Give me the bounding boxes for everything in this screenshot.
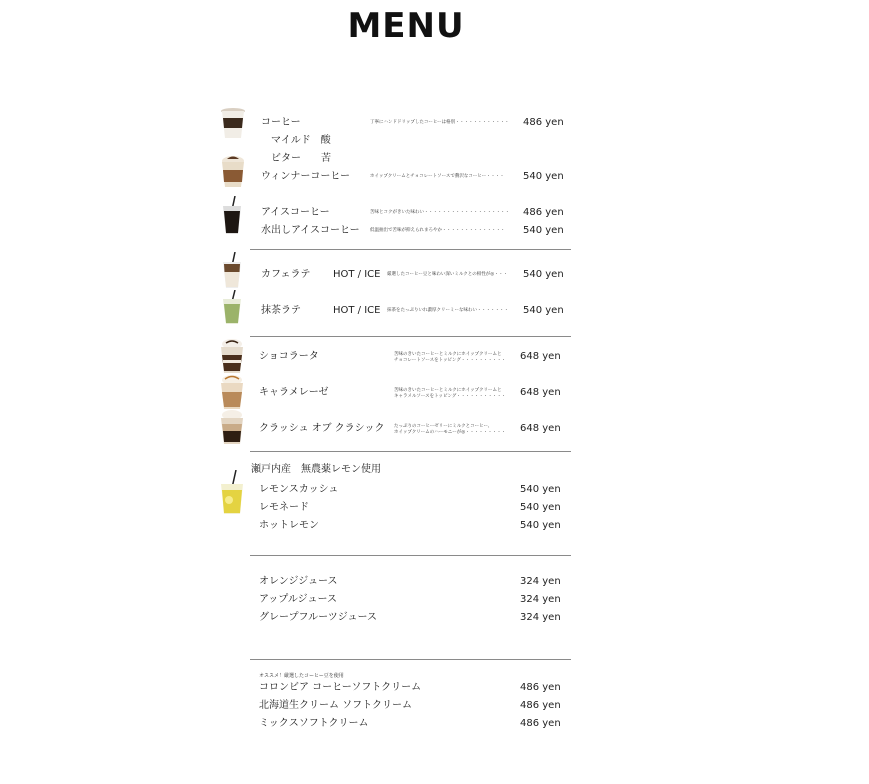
cioccolata-cup-image bbox=[219, 338, 245, 374]
bitter-option: ビター 苦 bbox=[271, 153, 331, 164]
cold-brew-item: 水出しアイスコーヒー bbox=[261, 225, 360, 236]
vienna-coffee-price: 540 yen bbox=[523, 171, 564, 182]
matcha-latte-cup-image bbox=[221, 290, 243, 326]
caramelese-cup-image bbox=[219, 374, 245, 410]
caramelese-description-line2: キャラメルソースをトッピング・・・・・・・・・・・ bbox=[394, 394, 506, 399]
coffee-description: 丁寧にハンドドリップしたコーヒーは格別・・・・・・・・・・・・ bbox=[370, 120, 510, 125]
cioccolata-item: ショコラータ bbox=[259, 351, 319, 362]
orange-juice-price: 324 yen bbox=[520, 576, 561, 587]
iced-coffee-description: 苦味とコクがきいた味わい・・・・・・・・・・・・・・・・・・・ bbox=[370, 210, 510, 215]
cold-brew-description: 低温抽出で苦味が抑えられまろやか・・・・・・・・・・・・・・ bbox=[370, 228, 505, 233]
cioccolata-description-line1: 苦味のきいたコーヒーとミルクにホイップクリームと bbox=[394, 352, 502, 357]
lemon-squash-price: 540 yen bbox=[520, 484, 561, 495]
lemonade-price: 540 yen bbox=[520, 502, 561, 513]
lemon-squash-item: レモンスカッシュ bbox=[259, 484, 339, 495]
item-name: コーヒー bbox=[261, 117, 301, 128]
mix-soft-cream-price: 486 yen bbox=[520, 718, 561, 729]
soft-cream-note: オススメ！厳選したコーヒー豆を使用 bbox=[259, 673, 344, 679]
crush-of-classic-cup-image bbox=[219, 409, 245, 445]
lemon-drink-cup-image bbox=[219, 470, 245, 516]
crush-of-classic-description-line1: たっぷりのコーヒーゼリーにミルクとコーヒー、 bbox=[394, 424, 493, 429]
iced-coffee-price: 486 yen bbox=[523, 207, 564, 218]
vienna-coffee-item: ウィンナーコーヒー bbox=[261, 171, 350, 182]
crush-of-classic-price: 648 yen bbox=[520, 423, 561, 434]
coffee-price: 486 yen bbox=[523, 117, 564, 128]
crush-of-classic-item: クラッシュ オブ クラシック bbox=[259, 423, 385, 434]
apple-juice-item: アップルジュース bbox=[259, 594, 337, 605]
section-divider bbox=[250, 659, 571, 660]
matcha-latte-description: 抹茶をたっぷりいれ濃厚クリーミーな味わい・・・・・・・ bbox=[387, 308, 509, 313]
cafe-latte-cup-image bbox=[221, 252, 243, 290]
caramelese-description-line1: 苦味のきいたコーヒーとミルクにホイップクリームと bbox=[394, 388, 502, 393]
menu-title: MENU bbox=[347, 6, 465, 46]
matcha-latte-option: HOT / ICE bbox=[333, 305, 381, 316]
cafe-latte-option: HOT / ICE bbox=[333, 269, 381, 280]
section-divider bbox=[250, 451, 571, 452]
apple-juice-price: 324 yen bbox=[520, 594, 561, 605]
crush-of-classic-description-line2: ホイップクリームのハーモニーが◎・・・・・・・・・ bbox=[394, 430, 506, 435]
colombia-soft-cream-item: コロンビア コーヒーソフトクリーム bbox=[259, 682, 422, 693]
matcha-latte-price: 540 yen bbox=[523, 305, 564, 316]
cold-brew-price: 540 yen bbox=[523, 225, 564, 236]
hokkaido-soft-cream-price: 486 yen bbox=[520, 700, 561, 711]
iced-coffee-cup-image bbox=[221, 196, 243, 236]
matcha-latte-item: 抹茶ラテ bbox=[261, 305, 301, 316]
vienna-coffee-cup-image bbox=[219, 154, 247, 188]
cioccolata-price: 648 yen bbox=[520, 351, 561, 362]
colombia-soft-cream-price: 486 yen bbox=[520, 682, 561, 693]
iced-coffee-item: アイスコーヒー bbox=[261, 207, 330, 218]
vienna-coffee-description: ホイップクリームとチョコレートソースで贅沢なコーヒー・・・・ bbox=[370, 174, 505, 179]
hot-coffee-cup-image bbox=[219, 106, 247, 140]
section-divider bbox=[250, 555, 571, 556]
caramelese-item: キャラメレーゼ bbox=[259, 387, 329, 398]
mild-option: マイルド 酸 bbox=[271, 135, 331, 146]
orange-juice-item: オレンジジュース bbox=[259, 576, 338, 587]
section-divider bbox=[250, 249, 571, 250]
cioccolata-description-line2: チョコレートソースをトッピング・・・・・・・・・・ bbox=[394, 358, 506, 363]
grapefruit-juice-item: グレープフルーツジュース bbox=[259, 612, 377, 623]
section-divider bbox=[250, 336, 571, 337]
caramelese-price: 648 yen bbox=[520, 387, 561, 398]
lemonade-item: レモネード bbox=[259, 502, 309, 513]
cafe-latte-item: カフェラテ bbox=[261, 269, 311, 280]
hot-lemon-item: ホットレモン bbox=[259, 520, 319, 531]
coffee-item bbox=[261, 117, 301, 129]
cafe-latte-price: 540 yen bbox=[523, 269, 564, 280]
mix-soft-cream-item: ミックスソフトクリーム bbox=[259, 718, 369, 729]
hokkaido-soft-cream-item: 北海道生クリーム ソフトクリーム bbox=[259, 700, 412, 711]
hot-lemon-price: 540 yen bbox=[520, 520, 561, 531]
lemon-section-header: 瀬戸内産 無農薬レモン使用 bbox=[251, 464, 381, 475]
grapefruit-juice-price: 324 yen bbox=[520, 612, 561, 623]
cafe-latte-description: 厳選したコーヒー豆と味わい深いミルクとの相性が◎・・・ bbox=[387, 272, 508, 277]
